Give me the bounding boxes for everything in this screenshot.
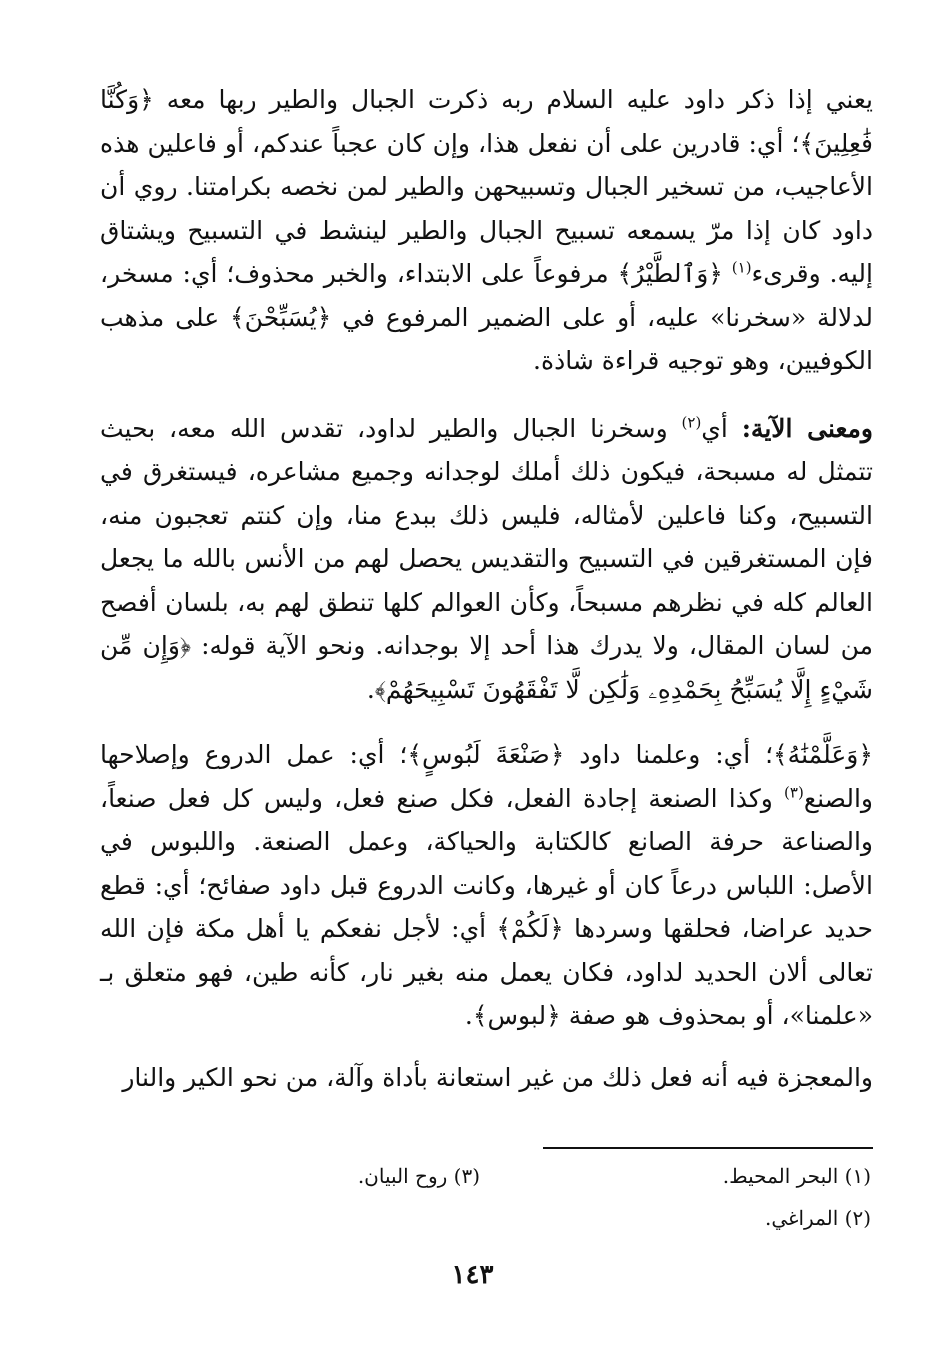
paragraph-2-heading: ومعنى الآية: [741,413,874,443]
footnote-ref-1[interactable]: (١) [731,258,752,277]
paragraph-4 [100,1056,873,1100]
footnote-separator [543,1147,873,1149]
paragraph-2-text: أي [701,413,742,443]
paragraph-1 [100,78,873,383]
paragraph-3-text: ﴿وَعَلَّمْنَٰهُ﴾؛ أي: وعلمنا داود ﴿صَنْعَةَ لَبُوسٍ﴾؛ أي: عمل الدروع وإصلاحها والصنع [100,740,873,813]
paragraph-3 [100,733,873,1038]
paragraph-2 [100,407,873,712]
paragraph-1-text: يعني إذا ذكر داود عليه السلام ربه ذكرت الجبال والطير ربها معه ﴿وَكُنَّا فَٰعِلِينَ﴾؛ أي: قادرين على أن نفعل هذا، وإن كان عجباً عندكم، أو فاعلين هذه الأعاجيب، من تسخير الجبال وتسبيحهن والطير لمن نخصه بكرامتنا. روي أن داود كان إذا مرّ يسمعه تسبيح الجبال والطير لينشط في التسبيح ويشتاق إليه. وقرىء [100,85,873,288]
paragraph-4-text: والمعجزة فيه أنه فعل ذلك من غير استعانة بأداة وآلة، من نحو الكير والنار [122,1062,873,1092]
paragraph-2-continuation: وسخرنا الجبال والطير لداود، تقدس الله معه، بحيث تتمثل له مسبحة، فيكون ذلك أملك لوجدانه وجميع مشاعره، فيستغرق في التسبيح، وكنا فاعلين لأمثاله، فليس ذلك ببدع منا، وإن كنتم تعجبون منه، فإن المستغرقين في التسبيح والتقديس يحصل لهم من الأنس بالله ما يجعل العالم كله في نظرهم مسبحاً، وكأن العوالم كلها تنطق لهم به، بلسان أفصح من لسان المقال، ولا يدرك هذا أحد إلا بوجدانه. ونحو الآية قوله: ﴿وَإِن مِّن شَيْءٍ إِلَّا يُسَبِّحُ بِحَمْدِهِۦ وَلَٰكِن لَّا تَفْقَهُونَ تَسْبِيحَهُمْ﴾. [100,413,873,704]
footnote-2: (٢) المراغي. [764,1206,871,1230]
footnote-ref-3[interactable]: (٣) [784,783,804,802]
footnote-1: (١) البحر المحيط. [722,1164,871,1188]
page-number: ١٤٣ [451,1260,494,1290]
paragraph-3-continuation: وكذا الصنعة إجادة الفعل، فكل صنع فعل، وليس كل فعل صنعاً، والصناعة حرفة الصانع كالكتابة والحياكة، وعمل الصنعة. واللبوس في الأصل: اللباس درعاً كان أو غيرها، وكانت الدروع قبل داود صفائح؛ أي: قطع حديد عراضا، فحلقها وسردها ﴿لَكُمْ﴾ أي: لأجل نفعكم يا أهل مكة فإن الله تعالى ألان الحديد لداود، فكان يعمل منه بغير نار، كأنه طين، فهو متعلق بـ «علمنا»، أو بمحذوف هو صفة ﴿لبوس﴾. [100,783,873,1030]
paragraph-1-continuation: ﴿وَٱلطَّيْرُ﴾ مرفوعاً على الابتداء، والخبر محذوف؛ أي: مسخر، لدلالة «سخرنا» عليه، أو على الضمير المرفوع في ﴿يُسَبِّحْنَ﴾ على مذهب الكوفيين، وهو توجيه قراءة شاذة. [100,259,873,375]
footnote-ref-2[interactable]: (٢) [681,413,702,432]
footnote-3: (٣) روح البيان. [357,1164,480,1188]
